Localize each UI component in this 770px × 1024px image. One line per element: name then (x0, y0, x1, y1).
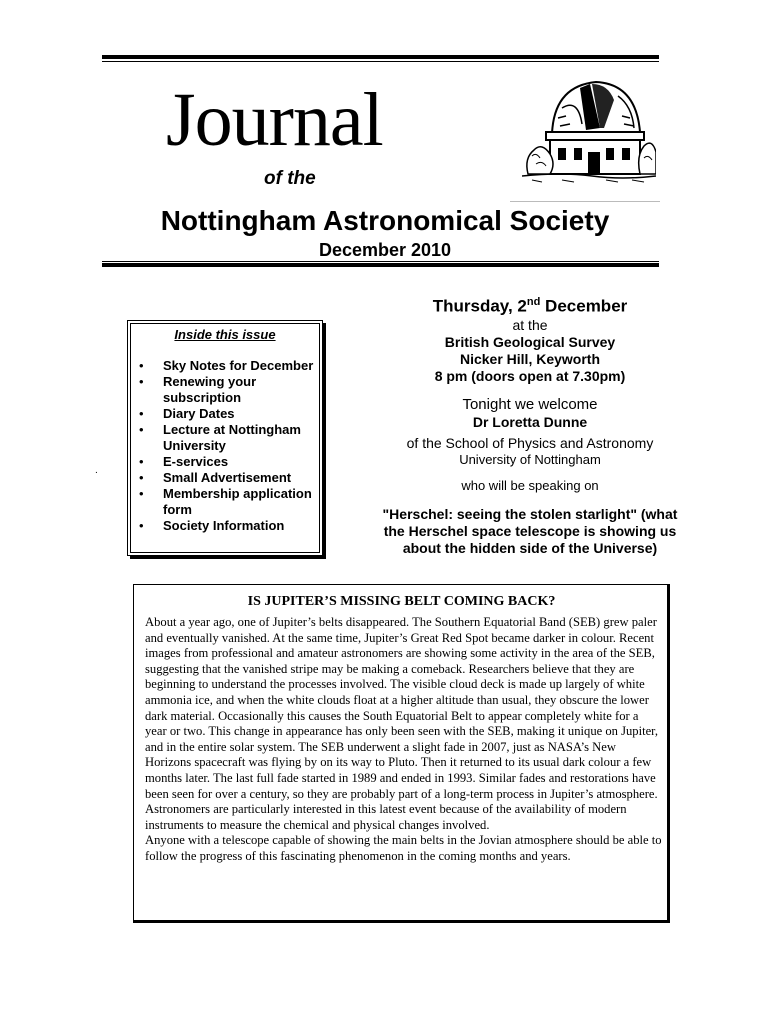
meeting-time: 8 pm (doors open at 7.30pm) (434, 367, 626, 384)
society-name: Nottingham Astronomical Society (160, 205, 610, 236)
article-paragraph: Anyone with a telescope capable of showing the main belts in the Jovian atmosphere should be able to follow the progress of this fascinating phenomenon in the coming months and years. (145, 833, 662, 863)
masthead-rule-thin (102, 261, 659, 262)
list-item: • Sky Notes for December (139, 358, 314, 373)
meeting-place: Nicker Hill, Keyworth (459, 350, 601, 367)
speaker-university: University of Nottingham (459, 451, 601, 467)
journal-subtitle: of the (264, 168, 316, 189)
talk-title: "Herschel: seeing the stolen starlight" (what the Herschel space telescope is showing us about the hidden side of the Universe) (382, 505, 678, 556)
list-item: • Small Advertisement (139, 470, 292, 485)
contents-list (136, 358, 316, 534)
observatory-illustration (522, 72, 656, 187)
article-paragraph: About a year ago, one of Jupiter’s belts disappeared. The Southern Equatorial Band (SEB) grew paler and eventually vanished. At the same time, Jupiter’s Great Red Spot became darker in colour. Recent images from professional and amateur astronomers are showing some activity in the area of the SEB, suggesting that the vanished stripe may be making a comeback. Researchers believe that they are beginning to understand the processes involved. The visible cloud deck is made up largely of white ammonia ice, and when the white clouds float at a higher altitude than usual, they obscure the lower dark material. Occasionally this causes the South Equatorial Belt to appear completely white for a year or two. This change in appearance has only been seen with the SEB, making it unique on Jupiter, and in the entire solar system. The SEB underwent a slight fade in 2007, just as NASA’s New Horizons spacecraft was flying by on its way to Pluto. Then it returned to its usual dark colour a few months later. The last full fade started in 1989 and ended in 1993. Similar fades and restorations have been seen for over a century, so they are probably part of a long-term process in Jupiter’s atmosphere. Astronomers are particularly interested in this latest event because of the availability of modern instruments to measure the chemical and physical changes involved. (145, 615, 659, 832)
speaking-on: who will be speaking on (461, 477, 599, 493)
masthead-rule-thick (102, 263, 659, 267)
meeting-at: at the (512, 316, 548, 333)
top-rule-thick (102, 55, 659, 59)
speaker-affiliation: of the School of Physics and Astronomy (406, 434, 654, 451)
meeting-venue: British Geological Survey (444, 333, 616, 350)
meeting-announcement (380, 292, 680, 557)
meeting-date: Thursday, 2nd December (432, 296, 628, 316)
article-body (145, 615, 662, 865)
list-item: • Lecture at Nottingham University (139, 422, 301, 453)
list-item: • Membership application form (139, 486, 312, 517)
jupiter-article-box (133, 584, 670, 923)
welcome-text: Tonight we welcome (462, 395, 598, 413)
speaker-name: Dr Loretta Dunne (472, 413, 588, 430)
logo-underline (510, 201, 660, 202)
list-item: • Society Information (139, 518, 285, 533)
stray-dot: . (95, 465, 98, 476)
list-item: • E-services (139, 454, 229, 469)
list-item: • Renewing your subscription (139, 374, 257, 405)
issue-date: December 2010 (318, 240, 452, 260)
inside-this-issue-box (127, 320, 323, 556)
journal-title: Journal (166, 78, 383, 162)
list-item: • Diary Dates (139, 406, 235, 421)
top-rule-thin (102, 61, 659, 62)
article-heading: IS JUPITER’S MISSING BELT COMING BACK? (247, 594, 556, 609)
inside-heading: Inside this issue (174, 327, 276, 342)
